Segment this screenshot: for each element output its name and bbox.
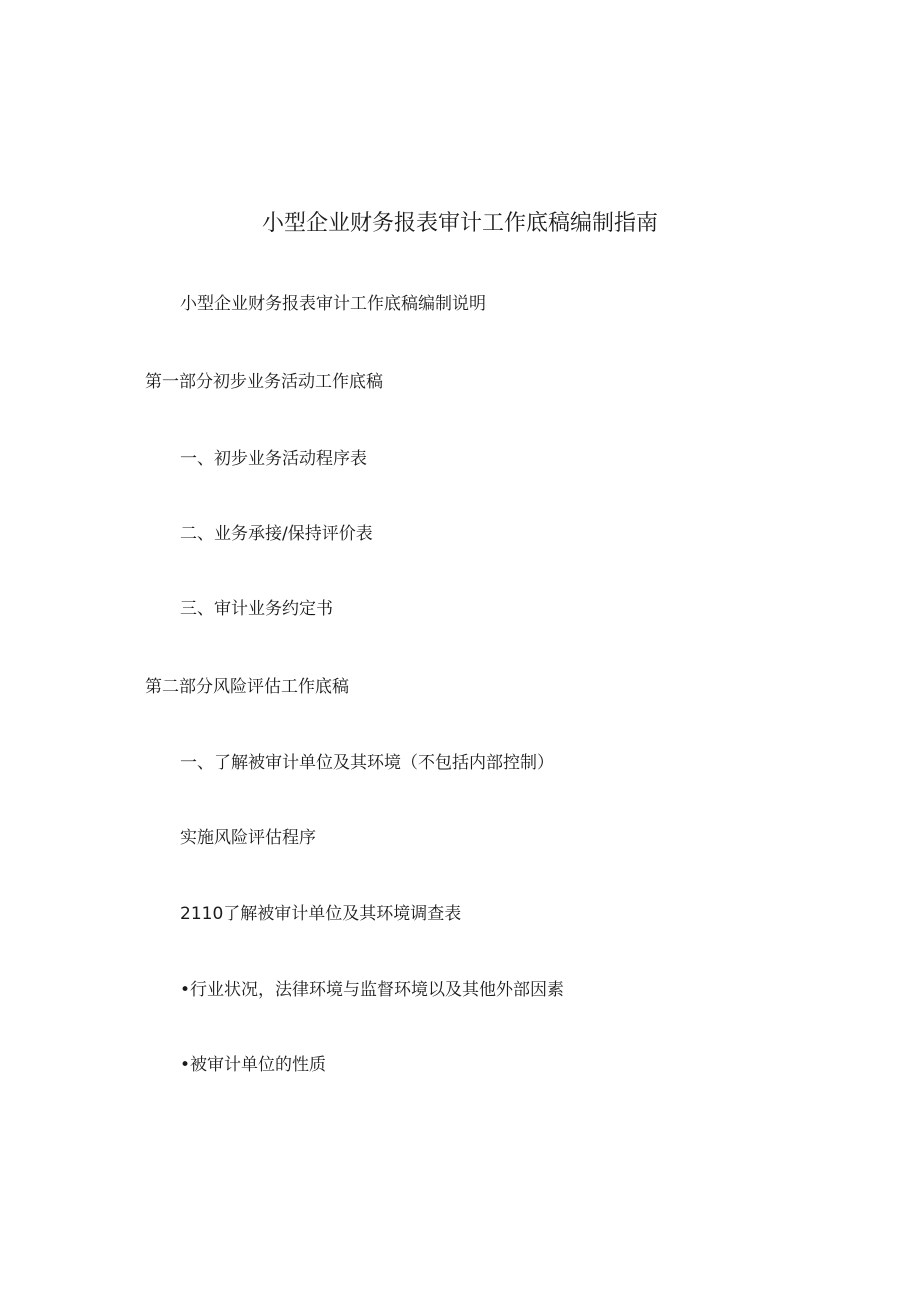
section-heading-part-2: 第二部分风险评估工作底稿 [145, 677, 349, 697]
list-item-1-1: 一、初步业务活动程序表 [180, 449, 367, 469]
section-heading-part-1: 第一部分初步业务活动工作底稿 [145, 372, 383, 392]
list-item-risk-procedure: 实施风险评估程序 [180, 828, 316, 848]
list-item-2110: 2110了解被审计单位及其环境调查表 [180, 904, 462, 924]
line-compilation-notes: 小型企业财务报表审计工作底稿编制说明 [180, 294, 486, 314]
bullet-item-entity-nature: •被审计单位的性质 [180, 1055, 327, 1075]
list-item-1-3: 三、审计业务约定书 [180, 599, 333, 619]
list-item-1-2: 二、业务承接/保持评价表 [180, 524, 373, 544]
list-item-2-1: 一、了解被审计单位及其环境（不包括内部控制） [180, 753, 554, 773]
bullet-item-industry: •行业状况，法律环境与监督环境以及其他外部因素 [180, 980, 565, 1000]
document-title: 小型企业财务报表审计工作底稿编制指南 [261, 211, 658, 236]
